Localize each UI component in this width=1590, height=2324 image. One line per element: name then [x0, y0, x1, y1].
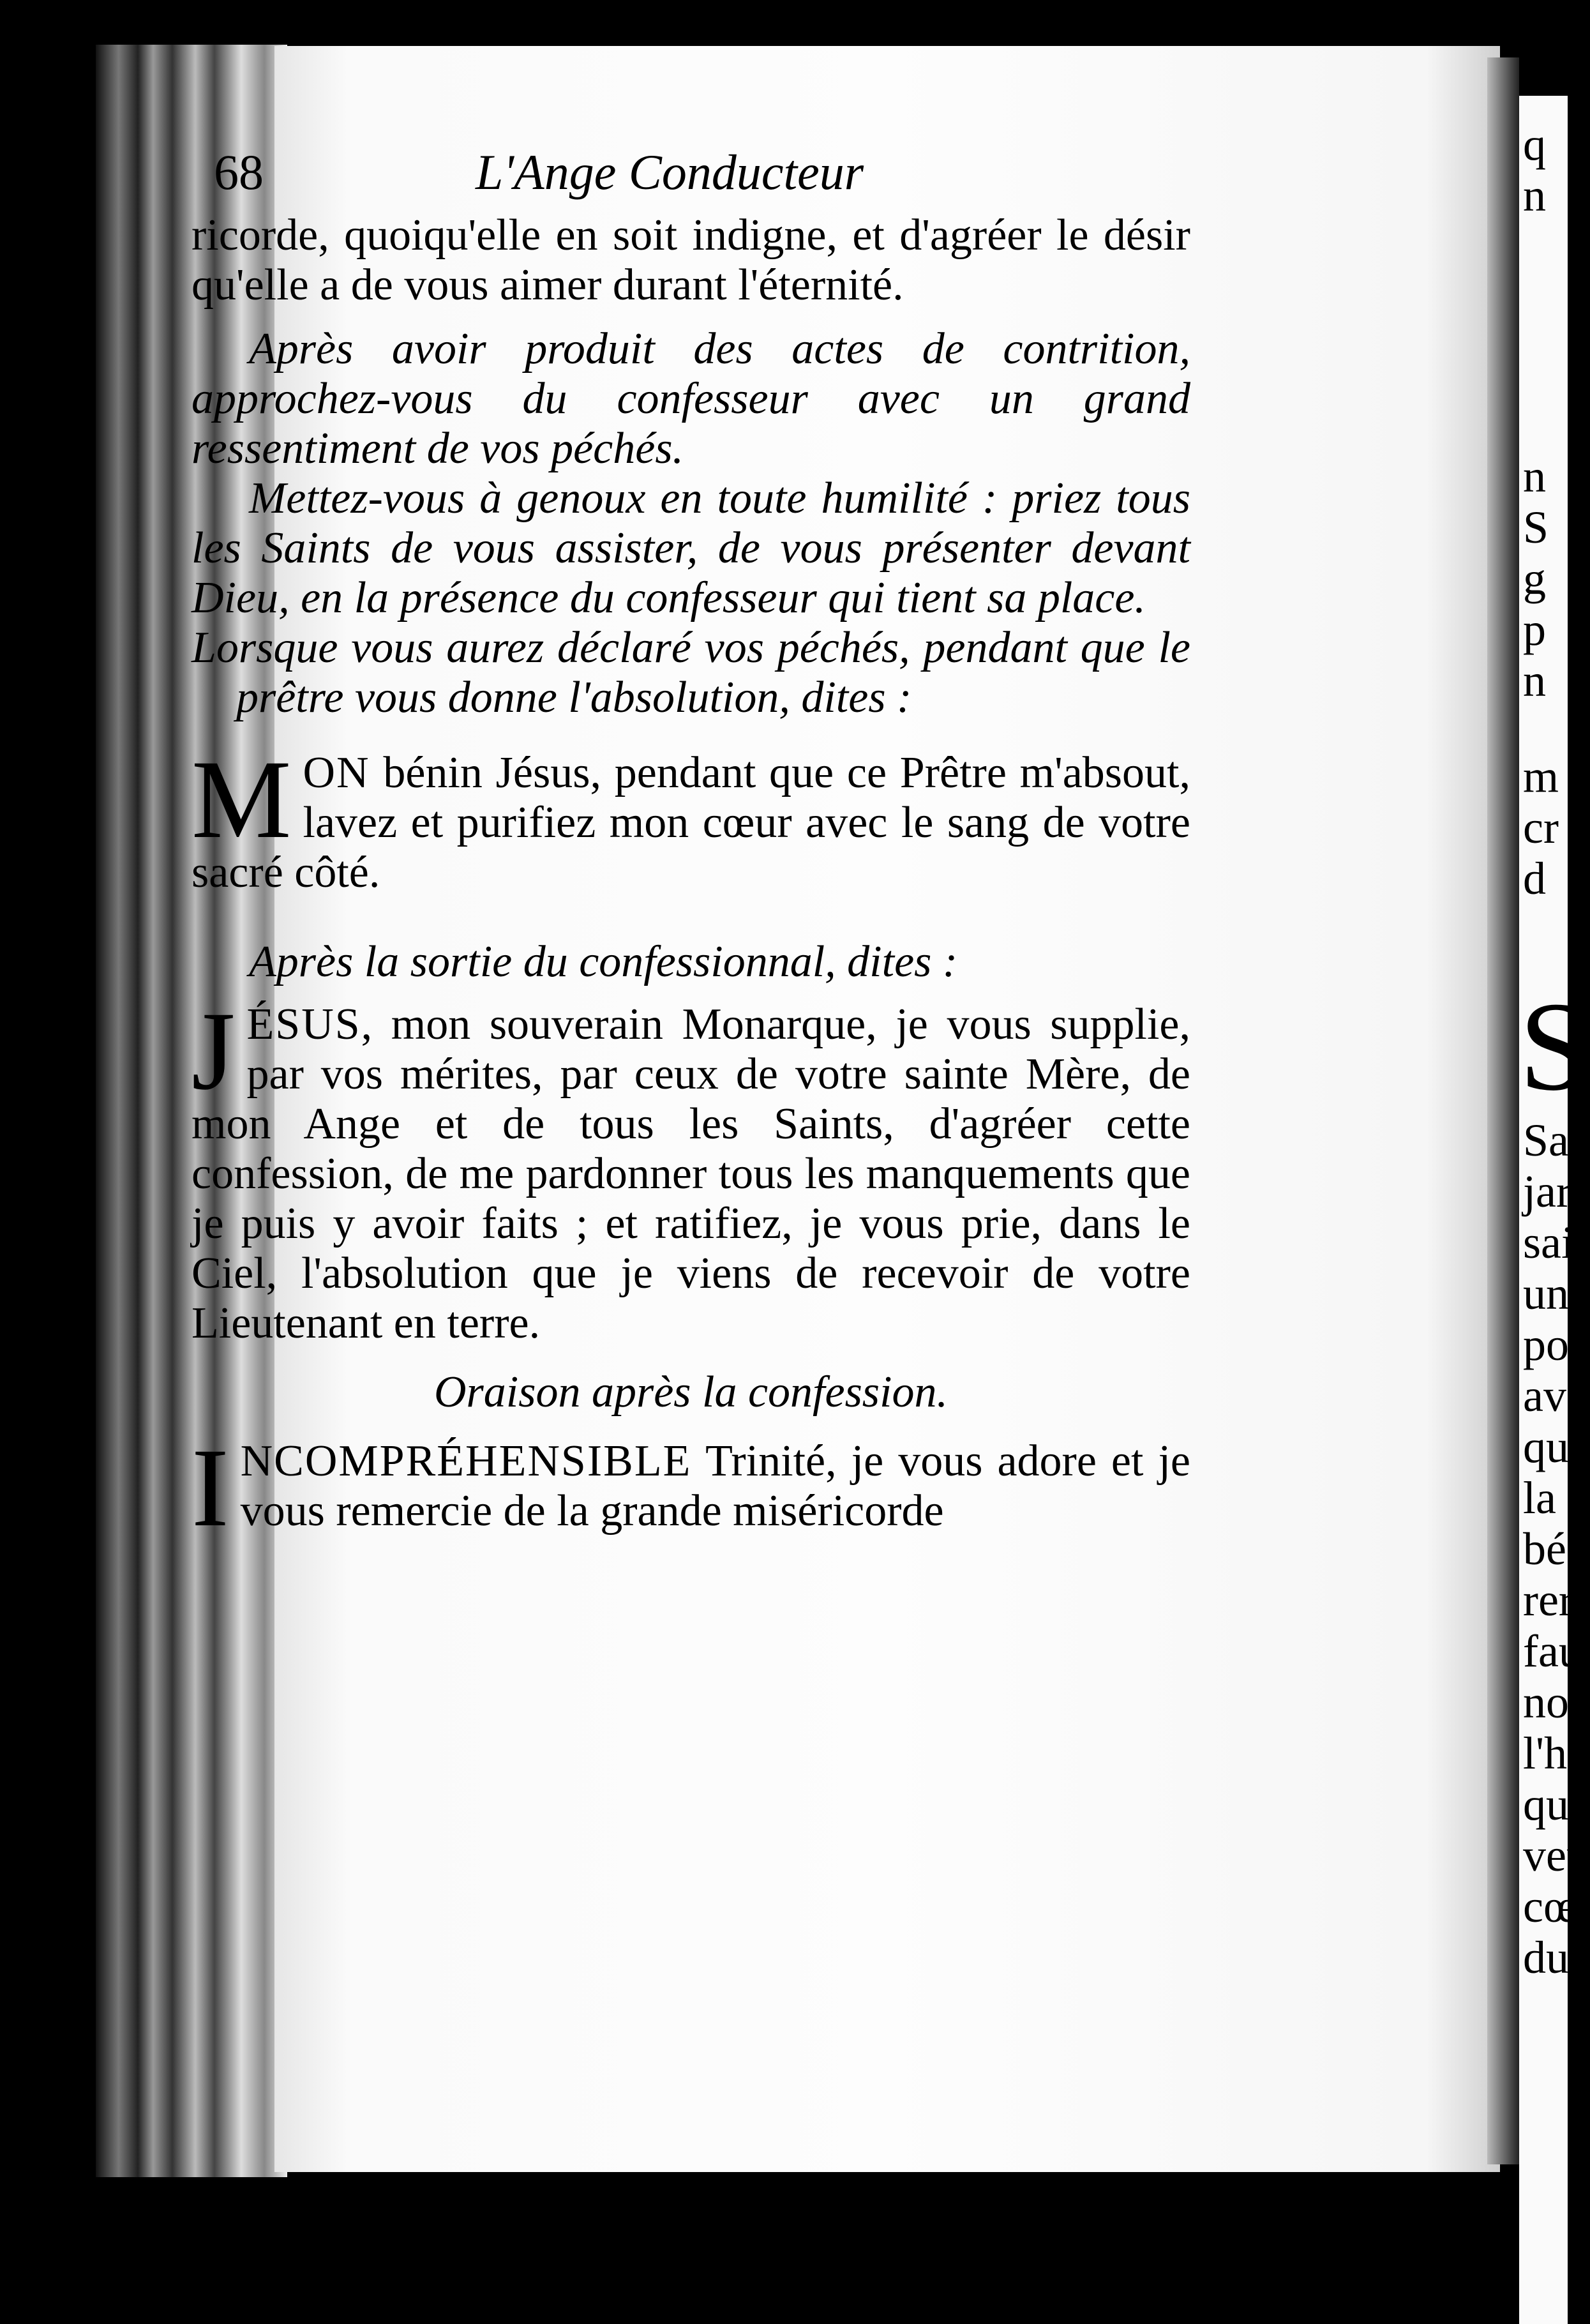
fragment: n: [1523, 451, 1546, 502]
fragment: d: [1523, 853, 1546, 904]
fragment: Sa: [1523, 1115, 1569, 1166]
fragment: cœ: [1523, 1881, 1577, 1932]
fragment: fau: [1523, 1626, 1582, 1677]
page-header: [214, 144, 1171, 214]
fragment: sai: [1523, 1217, 1574, 1268]
running-title: L'Ange Conducteur: [476, 144, 864, 200]
fragment: g: [1523, 553, 1546, 604]
fragment: du: [1523, 1932, 1569, 1983]
prayer-text: Trinité, je vous adore et je vous remercie de la grande miséricorde: [240, 1437, 1190, 1535]
fragment: ave: [1523, 1370, 1587, 1421]
rubric-absolution: Lorsque vous aurez déclaré vos péchés, pendant que le prêtre vous donne l'absolution, dites :: [191, 623, 1190, 722]
page-body: [191, 211, 1190, 1550]
fragment: bé: [1523, 1523, 1566, 1574]
paragraph-continuation: ricorde, quoiqu'elle en soit indigne, et d'agréer le désir qu'elle a de vous aimer durant l'éternité.: [191, 211, 1190, 310]
page-number: 68: [214, 144, 264, 200]
drop-cap: M: [191, 737, 292, 862]
fragment: qu: [1523, 1779, 1569, 1830]
fragment: q: [1523, 119, 1546, 170]
fragment: veu: [1523, 1830, 1589, 1881]
fragment: n: [1523, 170, 1546, 221]
page-gutter: [1487, 57, 1519, 2164]
small-caps-lead: NCOMPRÉHENSIBLE: [240, 1437, 692, 1486]
fragment: m: [1523, 751, 1559, 802]
fragment: rer: [1523, 1574, 1574, 1626]
fragment: S: [1519, 976, 1590, 1117]
fragment: S: [1523, 502, 1549, 553]
prayer-text: , mon souverain Monarque, je vous supplie, par vos mérites, par ceux de votre sainte Mère, de mon Ange et de tous les Saints, d'agréer cette confession, de me pardonner tous les manquements que je puis y avoir faits ; et ratifiez, je vous prie, dans le Ciel, l'absolution que je viens de recevoir de votre Lieutenant en terre.: [191, 1000, 1190, 1348]
fragment: p: [1523, 604, 1546, 655]
fragment: no: [1523, 1677, 1569, 1728]
small-caps-lead: ON: [303, 748, 370, 797]
fragment: l'h: [1523, 1728, 1567, 1779]
rubric-after-confession: Après la sortie du confessionnal, dites :: [249, 937, 958, 986]
facing-page-fragment: [1519, 96, 1590, 2324]
fragment: jar: [1523, 1166, 1571, 1217]
fragment: n: [1523, 655, 1546, 706]
prayer-absolution: [191, 737, 1190, 898]
rubric-kneel: Mettez-vous à genoux en toute humilité : priez tous les Saints de vous assister, de vous présenter devant Dieu, en la présence du confesseur qui tient sa place.: [191, 474, 1190, 622]
rubric-contrition: Après avoir produit des actes de contrition, approchez-vous du confesseur avec un grand ressentiment de vos péchés.: [191, 324, 1190, 473]
fragment: qu: [1523, 1421, 1569, 1472]
small-caps-lead: ÉSUS: [246, 1000, 361, 1049]
fragment: la: [1523, 1472, 1556, 1523]
section-heading: Oraison après la confession.: [434, 1368, 948, 1417]
fragment: po: [1523, 1319, 1569, 1370]
fragment: un: [1523, 1268, 1569, 1319]
drop-cap: I: [191, 1426, 229, 1550]
prayer-trinity: [191, 1426, 1190, 1550]
fragment: cr: [1523, 802, 1559, 853]
prayer-after-confession: [191, 989, 1190, 1348]
prayer-text: bénin Jésus, pendant que ce Prêtre m'absout, lavez et purifiez mon cœur avec le sang de votre sacré côté.: [191, 748, 1190, 897]
drop-cap: J: [191, 989, 236, 1113]
